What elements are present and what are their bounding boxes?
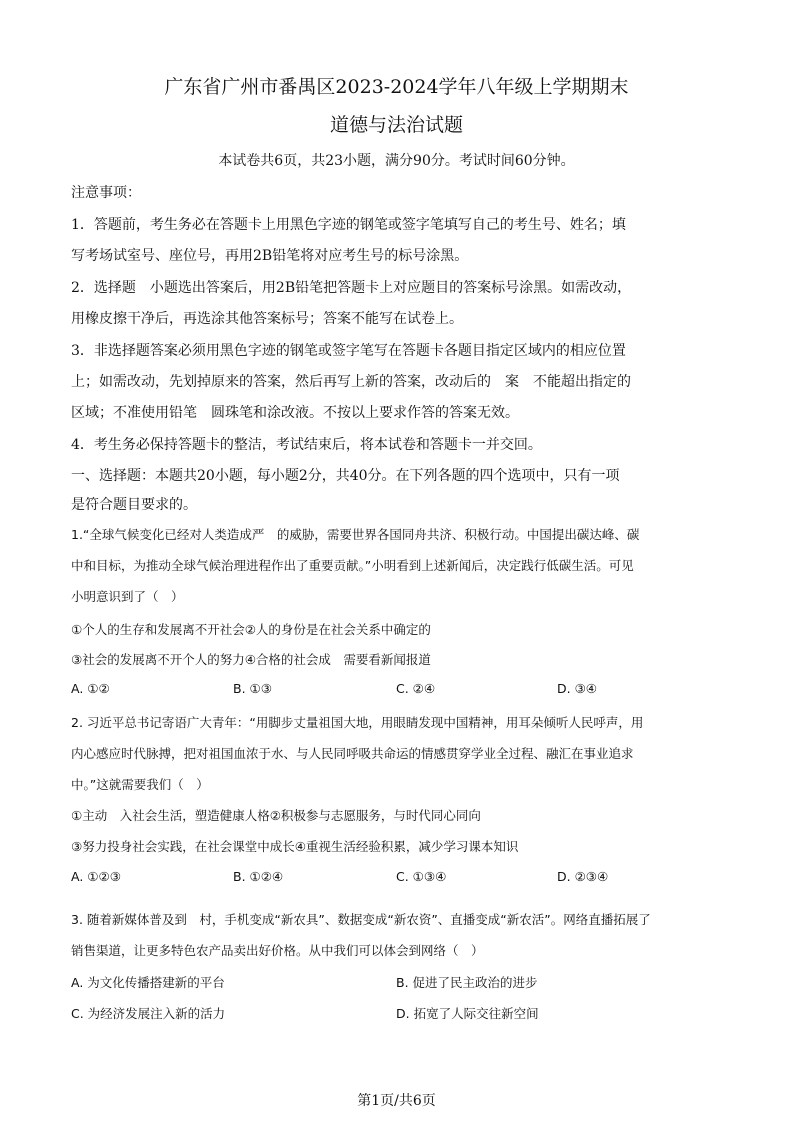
q2-option-c[interactable]: C. ①③④ <box>396 869 447 884</box>
q1-option-b[interactable]: B. ①③ <box>233 681 272 696</box>
exam-title-line2: 道德与法治试题 <box>329 114 463 136</box>
q2-statement: ③努力投身社会实践，在社会课堂中成长④重视生活经验积累，减少学习课本知识 <box>71 839 519 854</box>
q1-option-c[interactable]: C. ②④ <box>396 681 436 696</box>
q2-option-b[interactable]: B. ①②④ <box>233 869 284 884</box>
q1-stem-line: 小明意识到了（ ） <box>71 589 184 604</box>
q3-stem-line: 销售渠道，让更多特色农产品卖出好价格。从中我们可以体会到网络（ ） <box>71 943 484 958</box>
note-line: 1．答题前，考生务必在答题卡上用黑色字迹的钢笔或签字笔填写自己的考生号、姓名；填 <box>71 217 626 233</box>
note-line: 上；如需改动，先划掉原来的答案，然后再写上新的答案，改动后的 案 不能超出指定的 <box>71 374 631 390</box>
q2-statement: ①主动 入社会生活，塑造健康人格②积极参与志愿服务，与时代同心同向 <box>71 808 481 823</box>
note-line: 用橡皮擦干净后，再选涂其他答案标号；答案不能写在试卷上。 <box>71 311 463 327</box>
q3-option-b[interactable]: B. 促进了民主政治的进步 <box>396 975 538 990</box>
notes-heading: 注意事项： <box>71 185 141 201</box>
q2-stem-line: 2. 习近平总书记寄语广大青年：“用脚步丈量祖国大地，用眼睛发现中国精神，用耳朵倾听人民呼声，用 <box>71 715 644 730</box>
q1-option-a[interactable]: A. ①② <box>71 681 110 696</box>
q3-option-c[interactable]: C. 为经济发展注入新的活力 <box>71 1006 226 1021</box>
q2-option-d[interactable]: D. ②③④ <box>557 869 609 884</box>
q1-statement: ①个人的生存和发展离不开社会②人的身份是在社会关系中确定的 <box>71 622 431 637</box>
q3-option-a[interactable]: A. 为文化传播搭建新的平台 <box>71 975 225 990</box>
q1-stem-line: 1.“全球气候变化已经对人类造成严 的威胁，需要世界各国同舟共济、积极行动。中国提出碳达峰、碳 <box>71 527 640 542</box>
section-heading: 一、选择题：本题共20小题，每小题2分，共40分。在下列各题的四个选项中，只有一项 <box>71 468 620 484</box>
q3-stem-line: 3. 随着新媒体普及到 村，手机变成“新农具”、数据变成“新农资”、直播变成“新农活”。网络直播拓展了 <box>71 912 651 927</box>
note-line: 写考场试室号、座位号，再用2B铅笔将对应考生号的标号涂黑。 <box>71 248 469 264</box>
note-line: 3．非选择题答案必须用黑色字迹的钢笔或签字笔写在答题卡各题目指定区域内的相应位置 <box>71 343 626 359</box>
q1-stem-line: 中和目标，为推动全球气候治理进程作出了重要贡献。”小明看到上述新闻后，决定践行低碳生活。可见 <box>71 558 634 573</box>
exam-info: 本试卷共6页，共23小题，满分90分。考试时间60分钟。 <box>218 153 575 169</box>
q1-statement: ③社会的发展离不开个人的努力④合格的社会成 需要看新闻报道 <box>71 652 431 667</box>
q1-option-d[interactable]: D. ③④ <box>557 681 597 696</box>
page-number: 第1页/共6页 <box>357 1093 436 1109</box>
note-line: 4．考生务必保持答题卡的整洁，考试结束后，将本试卷和答题卡一并交回。 <box>71 437 542 453</box>
note-line: 区域；不准使用铅笔 圆珠笔和涂改液。不按以上要求作答的答案无效。 <box>71 405 519 421</box>
section-heading-cont: 是符合题目要求的。 <box>71 497 197 513</box>
q3-option-d[interactable]: D. 拓宽了人际交往新空间 <box>396 1006 539 1021</box>
note-line: 2．选择题 小题选出答案后，用2B铅笔把答题卡上对应题目的答案标号涂黑。如需改动， <box>71 280 632 296</box>
q2-stem-line: 中。”这就需要我们（ ） <box>71 777 209 792</box>
q2-stem-line: 内心感应时代脉搏，把对祖国血浓于水、与人民同呼吸共命运的情感贯穿学业全过程、融汇在事业追求 <box>71 746 634 761</box>
q2-option-a[interactable]: A. ①②③ <box>71 869 121 884</box>
exam-title-line1: 广东省广州市番禺区2023-2024学年八年级上学期期末 <box>164 76 629 98</box>
